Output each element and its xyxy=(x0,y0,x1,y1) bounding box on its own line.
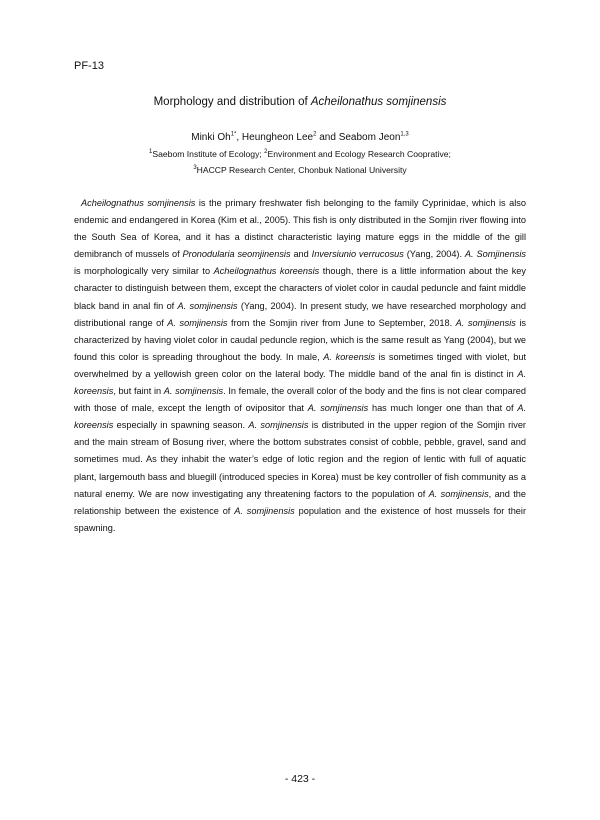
abstract-text: especially in spawning season. xyxy=(113,420,249,431)
affiliation-1-mark: 1 xyxy=(149,149,153,156)
affiliation-3-mark: 3 xyxy=(193,165,197,172)
author-3: and Seabom Jeon xyxy=(316,132,401,143)
author-1: Minki Oh xyxy=(191,132,231,143)
species-name: A. koreensis xyxy=(74,403,527,431)
author-3-mark: 1,3 xyxy=(400,131,409,138)
abstract-text: is morphologically very similar to xyxy=(74,266,214,277)
abstract-text: and xyxy=(290,249,312,260)
species-name: Inversiunio verrucosus xyxy=(311,249,404,260)
species-name: Acheilognathus somjinensis xyxy=(81,198,196,208)
abstract-text: , but faint in xyxy=(113,386,164,397)
species-name: A. somjinensis xyxy=(248,420,309,431)
abstract-text: is distributed in the upper region of the Somjin river and the main stream of Bosung river, where the bottom substrates consist of cobble, pebble, gravel, sand and sometimes mud. As they inhabit the water’s edge of lotic region and the region of lentic with full of aquatic plant, largemouth bass and bluegill (introduced species in Korea) must be key controller of fish community as a natural enemy. We are now investigating any threatening factors to the population of xyxy=(74,420,526,499)
paper-title xyxy=(0,96,600,108)
species-name: A. somjinensis xyxy=(167,317,228,328)
abstract-text: . In female, the overall color of the body and the fins is not clear compared with those of male, except the length of ovipositor that xyxy=(74,386,526,414)
title-text: Morphology and distribution of xyxy=(153,96,311,108)
species-name: Pronodularia seomjinensis xyxy=(182,249,291,260)
species-name: A. somjinensis xyxy=(428,488,489,499)
author-1-mark: 1* xyxy=(230,131,237,138)
species-name: A. koreensis xyxy=(74,368,526,397)
abstract-text: from the Somjin river from June to September, 2018. xyxy=(227,317,456,328)
species-name: Acheilognathus koreensis xyxy=(213,266,320,277)
affiliation-1: Saebom Institute of Ecology; xyxy=(152,149,265,159)
abstract-code: PF-13 xyxy=(74,60,104,72)
abstract-text: though, there is a little information about the key character to distinguish between them, except the characters of violet color in caudal peduncle and faint middle black band in anal fin of xyxy=(74,266,526,311)
abstract-text: , and the relationship between the existence of xyxy=(74,488,527,516)
affiliation-line-2 xyxy=(0,165,600,175)
species-name: A. somjinensis xyxy=(455,317,516,328)
species-name: A. somjinensis xyxy=(307,403,369,414)
abstract-text: is the primary freshwater fish belonging to the family Cyprinidae, which is also endemic and endangered in Korea (Kim et al., 2005). This fish is only distributed in the Somjin river flowing into the South Sea of Korea, and it has a distinct characteristic laying mature eggs in the middle of the gill demibranch of mussels of xyxy=(74,198,526,260)
author-list xyxy=(0,132,600,143)
abstract-text: is characterized by having violet color in caudal peduncle region, which is the same result as Yang (2004), but we found this color is spreading throughout the body. In male, xyxy=(74,317,527,362)
species-name: A. koreensis xyxy=(323,351,375,362)
abstract-body xyxy=(74,195,526,537)
species-name: A. somjinensis xyxy=(177,300,238,311)
abstract-text: population and the existence of host mussels for their spawning. xyxy=(74,505,527,533)
page-number: - 423 - xyxy=(284,773,316,785)
abstract-text: (Yang, 2004). In present study, we have researched morphology and distributional range of xyxy=(74,300,527,328)
species-name: A. somjinensis xyxy=(163,386,224,397)
affiliation-line-1 xyxy=(0,149,600,159)
author-2: , Heungheon Lee xyxy=(236,132,314,143)
affiliation-2: Environment and Ecology Research Cooprаtive; xyxy=(267,149,451,159)
abstract-text: is sometimes tinged with violet, but overwhelmed by a yellowish green color on the lateral body. The middle band of the anal fin is distinct in xyxy=(74,351,527,379)
author-2-mark: 2 xyxy=(313,131,317,138)
affiliation-3: HACCP Research Center, Chonbuk National University xyxy=(196,165,407,175)
affiliation-2-mark: 2 xyxy=(264,149,268,156)
abstract-text: has much longer one than that of xyxy=(368,403,518,414)
abstract-text: (Yang, 2004). xyxy=(403,249,465,260)
species-name: A. Somjinensis xyxy=(464,249,526,260)
species-name: A. somjinensis xyxy=(234,505,295,516)
title-species: Acheilonathus somjinensis xyxy=(310,96,447,108)
